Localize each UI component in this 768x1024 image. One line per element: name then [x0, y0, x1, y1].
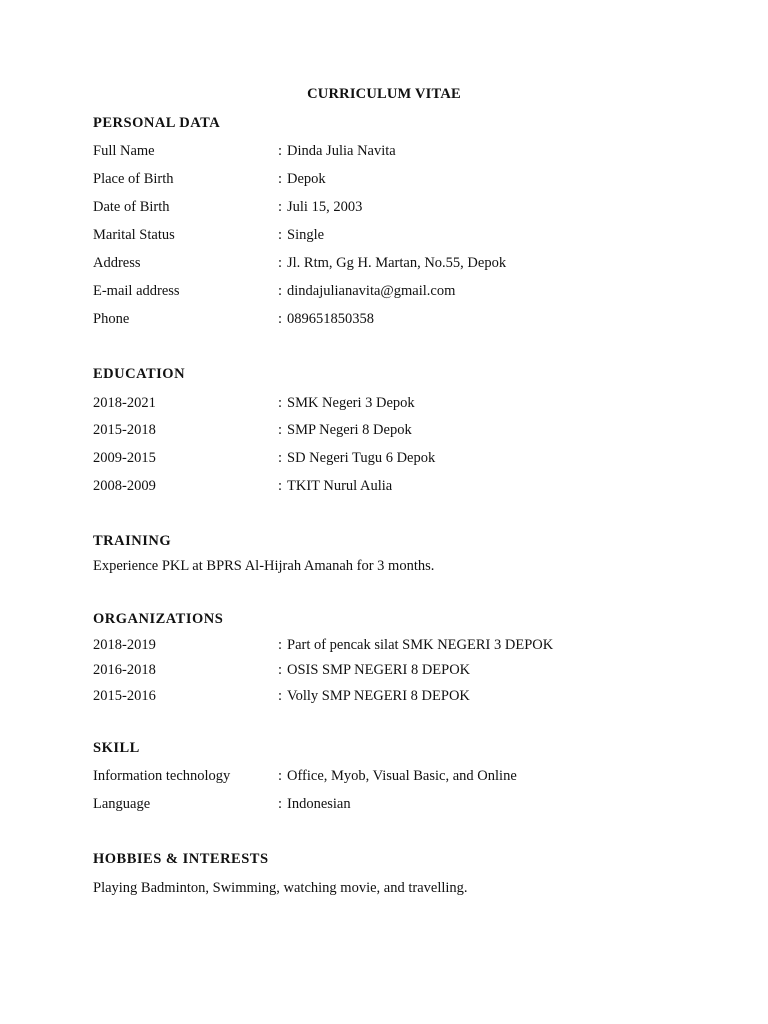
- education-row: [93, 422, 693, 442]
- row-value: OSIS SMP NEGERI 8 DEPOK: [287, 662, 471, 678]
- section-heading-organizations: ORGANIZATIONS: [93, 611, 224, 627]
- section-heading-education: EDUCATION: [93, 366, 186, 382]
- training-text: Experience PKL at BPRS Al-Hijrah Amanah for 3 months.: [93, 558, 435, 574]
- row-label: 2008-2009: [93, 478, 156, 494]
- row-label: 2018-2019: [93, 637, 156, 653]
- row-label: 2016-2018: [93, 662, 156, 678]
- row-value: SMK Negeri 3 Depok: [287, 395, 415, 411]
- document-title: CURRICULUM VITAE: [307, 86, 461, 102]
- row-value: dindajulianavita@gmail.com: [287, 283, 456, 299]
- row-label: Date of Birth: [93, 199, 170, 215]
- row-value: TKIT Nurul Aulia: [287, 478, 393, 494]
- row-separator: :: [278, 395, 283, 411]
- row-separator: :: [278, 311, 283, 327]
- row-label: Phone: [93, 311, 130, 327]
- row-label: Information technology: [93, 768, 231, 784]
- row-value: Single: [287, 227, 325, 243]
- section-heading-personal-data: PERSONAL DATA: [93, 115, 221, 131]
- row-value: Jl. Rtm, Gg H. Martan, No.55, Depok: [287, 255, 507, 271]
- section-heading-training: TRAINING: [93, 533, 172, 549]
- row-separator: :: [278, 478, 283, 494]
- row-separator: :: [278, 255, 283, 271]
- personal-row-date-of-birth: [93, 199, 693, 219]
- row-label: 2018-2021: [93, 395, 156, 411]
- row-value: Dinda Julia Navita: [287, 143, 396, 159]
- education-row: [93, 450, 693, 470]
- row-label: Address: [93, 255, 141, 271]
- organization-row: [93, 688, 693, 708]
- skill-row-information-technology: [93, 768, 693, 788]
- education-row: [93, 395, 693, 415]
- row-separator: :: [278, 796, 283, 812]
- section-heading-hobbies: HOBBIES & INTERESTS: [93, 851, 269, 867]
- row-label: 2015-2018: [93, 422, 156, 438]
- personal-row-full-name: [93, 143, 693, 163]
- personal-row-marital-status: [93, 227, 693, 247]
- row-separator: :: [278, 171, 283, 187]
- row-value: Volly SMP NEGERI 8 DEPOK: [287, 688, 470, 704]
- row-label: Marital Status: [93, 227, 175, 243]
- personal-row-place-of-birth: [93, 171, 693, 191]
- row-separator: :: [278, 283, 283, 299]
- row-label: E-mail address: [93, 283, 180, 299]
- row-value: SMP Negeri 8 Depok: [287, 422, 412, 438]
- row-separator: :: [278, 143, 283, 159]
- section-heading-skill: SKILL: [93, 740, 140, 756]
- organization-row: [93, 637, 693, 657]
- row-value: Indonesian: [287, 796, 351, 812]
- row-label: 2009-2015: [93, 450, 156, 466]
- row-value: Depok: [287, 171, 326, 187]
- row-value: Part of pencak silat SMK NEGERI 3 DEPOK: [287, 637, 554, 653]
- row-label: Place of Birth: [93, 171, 174, 187]
- row-label: 2015-2016: [93, 688, 156, 704]
- row-separator: :: [278, 768, 283, 784]
- row-value: 089651850358: [287, 311, 374, 327]
- organization-row: [93, 662, 693, 682]
- row-value: SD Negeri Tugu 6 Depok: [287, 450, 436, 466]
- row-separator: :: [278, 422, 283, 438]
- row-value: Office, Myob, Visual Basic, and Online: [287, 768, 517, 784]
- row-label: Language: [93, 796, 151, 812]
- personal-row-email: [93, 283, 693, 303]
- row-separator: :: [278, 199, 283, 215]
- row-label: Full Name: [93, 143, 155, 159]
- row-separator: :: [278, 227, 283, 243]
- row-separator: :: [278, 662, 283, 678]
- personal-row-address: [93, 255, 693, 275]
- row-separator: :: [278, 688, 283, 704]
- hobbies-text: Playing Badminton, Swimming, watching movie, and travelling.: [93, 880, 468, 896]
- row-separator: :: [278, 450, 283, 466]
- education-row: [93, 478, 693, 498]
- skill-row-language: [93, 796, 693, 816]
- personal-row-phone: [93, 311, 693, 331]
- row-value: Juli 15, 2003: [287, 199, 363, 215]
- row-separator: :: [278, 637, 283, 653]
